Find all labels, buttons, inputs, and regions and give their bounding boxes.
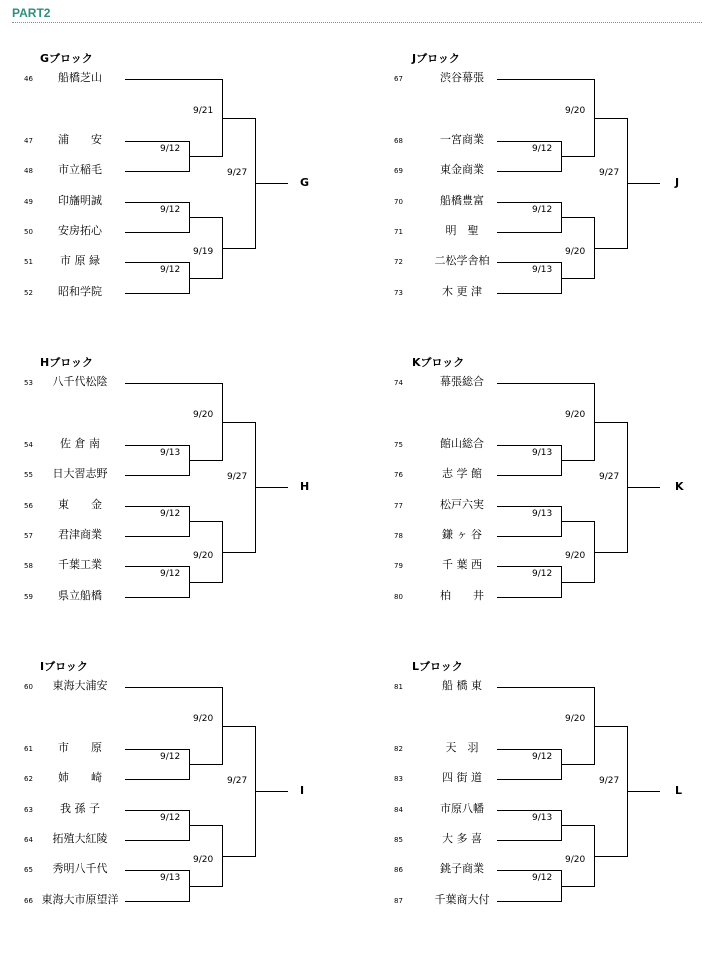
block-title: Iブロック xyxy=(40,660,88,673)
team-name: 市 原 xyxy=(58,741,102,754)
team-seed: 74 xyxy=(394,379,403,387)
bracket-line xyxy=(189,460,222,461)
bracket-line xyxy=(125,840,189,841)
match-date: 9/20 xyxy=(193,551,214,561)
team-name: 船橋豊富 xyxy=(440,194,484,207)
bracket-block xyxy=(0,653,340,953)
team-seed: 59 xyxy=(24,593,33,601)
team-seed: 77 xyxy=(394,502,403,510)
bracket-line xyxy=(125,566,189,567)
team-seed: 84 xyxy=(394,806,403,814)
bracket-line xyxy=(497,870,561,871)
team-name: 船 橋 東 xyxy=(442,679,482,692)
team-seed: 57 xyxy=(24,532,33,540)
bracket-line xyxy=(497,506,561,507)
team-seed: 55 xyxy=(24,471,33,479)
bracket-line xyxy=(497,171,561,172)
team-name: 千葉商大付 xyxy=(434,893,490,906)
match-date: 9/13 xyxy=(532,448,553,458)
match-date: 9/12 xyxy=(532,569,553,579)
team-seed: 65 xyxy=(24,866,33,874)
bracket-line xyxy=(222,248,255,249)
bracket-line xyxy=(125,171,189,172)
bracket-line xyxy=(497,810,561,811)
team-name: 君津商業 xyxy=(58,528,102,541)
match-date: 9/13 xyxy=(160,448,181,458)
team-name: 東海大市原望洋 xyxy=(41,893,119,906)
bracket-line xyxy=(497,597,561,598)
team-seed: 79 xyxy=(394,562,403,570)
team-name: 姉 崎 xyxy=(58,771,102,784)
bracket-line xyxy=(255,183,288,184)
team-name: 千 葉 西 xyxy=(442,558,482,571)
bracket-line xyxy=(125,383,222,384)
part-title: PART2 xyxy=(12,6,51,20)
bracket-line xyxy=(189,278,222,279)
match-date: 9/12 xyxy=(160,569,181,579)
team-seed: 81 xyxy=(394,683,403,691)
bracket-line xyxy=(222,552,255,553)
bracket-line xyxy=(189,521,222,522)
bracket-line xyxy=(497,536,561,537)
match-date: 9/27 xyxy=(599,472,620,482)
team-name: 一宮商業 xyxy=(440,133,484,146)
bracket-line xyxy=(125,536,189,537)
match-date: 9/20 xyxy=(193,714,214,724)
block-winner-label: H xyxy=(300,480,310,493)
team-name: 館山総合 xyxy=(440,437,484,450)
bracket-line xyxy=(497,901,561,902)
bracket-block xyxy=(372,653,707,953)
match-date: 9/12 xyxy=(160,752,181,762)
match-date: 9/13 xyxy=(532,509,553,519)
team-name: 昭和学院 xyxy=(58,285,102,298)
team-name: 県立船橋 xyxy=(58,589,102,602)
team-name: 天 羽 xyxy=(445,741,479,754)
team-seed: 50 xyxy=(24,228,33,236)
team-seed: 72 xyxy=(394,258,403,266)
team-seed: 67 xyxy=(394,75,403,83)
team-name: 東海大浦安 xyxy=(52,679,108,692)
team-name: 柏 井 xyxy=(440,589,484,602)
team-name: 志 学 館 xyxy=(442,467,482,480)
block-winner-label: I xyxy=(300,784,305,797)
team-name: 木 更 津 xyxy=(442,285,482,298)
match-date: 9/20 xyxy=(565,106,586,116)
bracket-line xyxy=(561,582,594,583)
bracket-line xyxy=(189,217,222,218)
team-seed: 58 xyxy=(24,562,33,570)
match-date: 9/20 xyxy=(193,855,214,865)
bracket-line xyxy=(497,262,561,263)
bracket-line xyxy=(125,506,189,507)
team-name: 東金商業 xyxy=(440,163,484,176)
team-name: 印旛明誠 xyxy=(58,194,102,207)
bracket-line xyxy=(561,278,594,279)
bracket-block xyxy=(372,349,707,649)
block-title: Jブロック xyxy=(412,52,460,65)
bracket-line xyxy=(627,487,660,488)
bracket-line xyxy=(125,870,189,871)
team-seed: 51 xyxy=(24,258,33,266)
bracket-line xyxy=(189,825,222,826)
match-date: 9/27 xyxy=(227,776,248,786)
team-name: 市原八幡 xyxy=(440,802,484,815)
match-date: 9/12 xyxy=(532,144,553,154)
bracket-line xyxy=(125,293,189,294)
bracket-line xyxy=(125,475,189,476)
block-winner-label: G xyxy=(300,176,310,189)
block-title: Gブロック xyxy=(40,52,93,65)
block-winner-label: J xyxy=(675,176,680,189)
team-name: 鎌 ヶ 谷 xyxy=(442,528,482,541)
match-date: 9/20 xyxy=(565,855,586,865)
team-seed: 66 xyxy=(24,897,33,905)
bracket-line xyxy=(561,521,594,522)
team-name: 船橋芝山 xyxy=(58,71,102,84)
bracket-line xyxy=(125,810,189,811)
team-seed: 56 xyxy=(24,502,33,510)
bracket-line xyxy=(497,383,594,384)
bracket-line xyxy=(222,118,255,119)
bracket-line xyxy=(561,217,594,218)
block-winner-label: L xyxy=(675,784,683,797)
team-seed: 46 xyxy=(24,75,33,83)
team-name: 東 金 xyxy=(58,498,102,511)
bracket-line xyxy=(125,445,189,446)
block-title: Hブロック xyxy=(40,356,93,369)
bracket-line xyxy=(125,232,189,233)
bracket-line xyxy=(125,597,189,598)
bracket-line xyxy=(561,764,594,765)
bracket-line xyxy=(497,566,561,567)
bracket-line xyxy=(497,687,594,688)
team-name: 幕張総合 xyxy=(440,375,484,388)
team-seed: 54 xyxy=(24,441,33,449)
bracket-line xyxy=(594,856,627,857)
bracket-line xyxy=(222,856,255,857)
bracket-block xyxy=(0,45,340,345)
bracket-line xyxy=(561,156,594,157)
match-date: 9/12 xyxy=(160,813,181,823)
team-seed: 64 xyxy=(24,836,33,844)
team-name: 秀明八千代 xyxy=(52,862,108,875)
team-name: 千葉工業 xyxy=(58,558,102,571)
bracket-line xyxy=(189,886,222,887)
bracket-line xyxy=(125,749,189,750)
bracket-line xyxy=(189,156,222,157)
team-seed: 83 xyxy=(394,775,403,783)
match-date: 9/12 xyxy=(160,509,181,519)
match-date: 9/27 xyxy=(227,472,248,482)
bracket-line xyxy=(594,726,627,727)
team-seed: 75 xyxy=(394,441,403,449)
bracket-line xyxy=(627,183,660,184)
team-seed: 70 xyxy=(394,198,403,206)
match-date: 9/27 xyxy=(599,776,620,786)
team-seed: 53 xyxy=(24,379,33,387)
team-name: 銚子商業 xyxy=(440,862,484,875)
team-name: 二松学舎柏 xyxy=(434,254,490,267)
block-winner-label: K xyxy=(675,480,684,493)
bracket-line xyxy=(255,487,288,488)
bracket-line xyxy=(497,232,561,233)
team-name: 安房拓心 xyxy=(58,224,102,237)
bracket-line xyxy=(222,726,255,727)
team-name: 我 孫 子 xyxy=(60,802,100,815)
bracket-line xyxy=(125,901,189,902)
team-seed: 69 xyxy=(394,167,403,175)
team-name: 市立稲毛 xyxy=(58,163,102,176)
team-name: 佐 倉 南 xyxy=(60,437,100,450)
team-seed: 48 xyxy=(24,167,33,175)
bracket-line xyxy=(125,262,189,263)
match-date: 9/27 xyxy=(599,168,620,178)
bracket-block xyxy=(372,45,707,345)
match-date: 9/12 xyxy=(532,873,553,883)
team-seed: 60 xyxy=(24,683,33,691)
bracket-line xyxy=(627,791,660,792)
bracket-line xyxy=(594,118,627,119)
team-name: 松戸六実 xyxy=(440,498,484,511)
team-seed: 61 xyxy=(24,745,33,753)
bracket-line xyxy=(497,475,561,476)
team-seed: 47 xyxy=(24,137,33,145)
match-date: 9/13 xyxy=(532,813,553,823)
team-seed: 63 xyxy=(24,806,33,814)
title-divider xyxy=(12,22,702,23)
match-date: 9/27 xyxy=(227,168,248,178)
bracket-line xyxy=(125,79,222,80)
bracket-line xyxy=(594,552,627,553)
bracket-line xyxy=(222,422,255,423)
match-date: 9/12 xyxy=(532,205,553,215)
block-title: Lブロック xyxy=(412,660,463,673)
bracket-line xyxy=(497,749,561,750)
team-seed: 49 xyxy=(24,198,33,206)
team-seed: 87 xyxy=(394,897,403,905)
bracket-line xyxy=(125,202,189,203)
team-name: 八千代松陰 xyxy=(52,375,108,388)
block-title: Kブロック xyxy=(412,356,465,369)
team-seed: 62 xyxy=(24,775,33,783)
match-date: 9/20 xyxy=(565,410,586,420)
bracket-line xyxy=(497,141,561,142)
team-name: 四 街 道 xyxy=(442,771,482,784)
team-name: 渋谷幕張 xyxy=(440,71,484,84)
bracket-line xyxy=(561,460,594,461)
bracket-line xyxy=(189,582,222,583)
team-seed: 86 xyxy=(394,866,403,874)
bracket-line xyxy=(561,886,594,887)
team-seed: 52 xyxy=(24,289,33,297)
team-seed: 71 xyxy=(394,228,403,236)
match-date: 9/21 xyxy=(193,106,214,116)
bracket-line xyxy=(497,779,561,780)
bracket-line xyxy=(497,445,561,446)
match-date: 9/13 xyxy=(532,265,553,275)
team-seed: 76 xyxy=(394,471,403,479)
bracket-line xyxy=(497,79,594,80)
team-name: 大 多 喜 xyxy=(442,832,482,845)
match-date: 9/20 xyxy=(193,410,214,420)
bracket-line xyxy=(125,779,189,780)
match-date: 9/13 xyxy=(160,873,181,883)
team-name: 拓殖大紅陵 xyxy=(52,832,108,845)
bracket-block xyxy=(0,349,340,649)
team-name: 浦 安 xyxy=(58,133,102,146)
team-name: 明 聖 xyxy=(445,224,479,237)
match-date: 9/12 xyxy=(160,205,181,215)
match-date: 9/20 xyxy=(565,714,586,724)
match-date: 9/20 xyxy=(565,551,586,561)
match-date: 9/20 xyxy=(565,247,586,257)
bracket-line xyxy=(125,687,222,688)
match-date: 9/12 xyxy=(532,752,553,762)
team-seed: 82 xyxy=(394,745,403,753)
bracket-line xyxy=(594,248,627,249)
team-seed: 73 xyxy=(394,289,403,297)
bracket-line xyxy=(561,825,594,826)
team-seed: 78 xyxy=(394,532,403,540)
bracket-line xyxy=(125,141,189,142)
team-name: 市 原 緑 xyxy=(60,254,100,267)
bracket-line xyxy=(497,840,561,841)
team-seed: 80 xyxy=(394,593,403,601)
bracket-line xyxy=(255,791,288,792)
match-date: 9/12 xyxy=(160,144,181,154)
bracket-line xyxy=(497,293,561,294)
team-name: 日大習志野 xyxy=(52,467,108,480)
bracket-line xyxy=(189,764,222,765)
bracket-line xyxy=(594,422,627,423)
team-seed: 68 xyxy=(394,137,403,145)
bracket-line xyxy=(497,202,561,203)
match-date: 9/12 xyxy=(160,265,181,275)
match-date: 9/19 xyxy=(193,247,214,257)
team-seed: 85 xyxy=(394,836,403,844)
